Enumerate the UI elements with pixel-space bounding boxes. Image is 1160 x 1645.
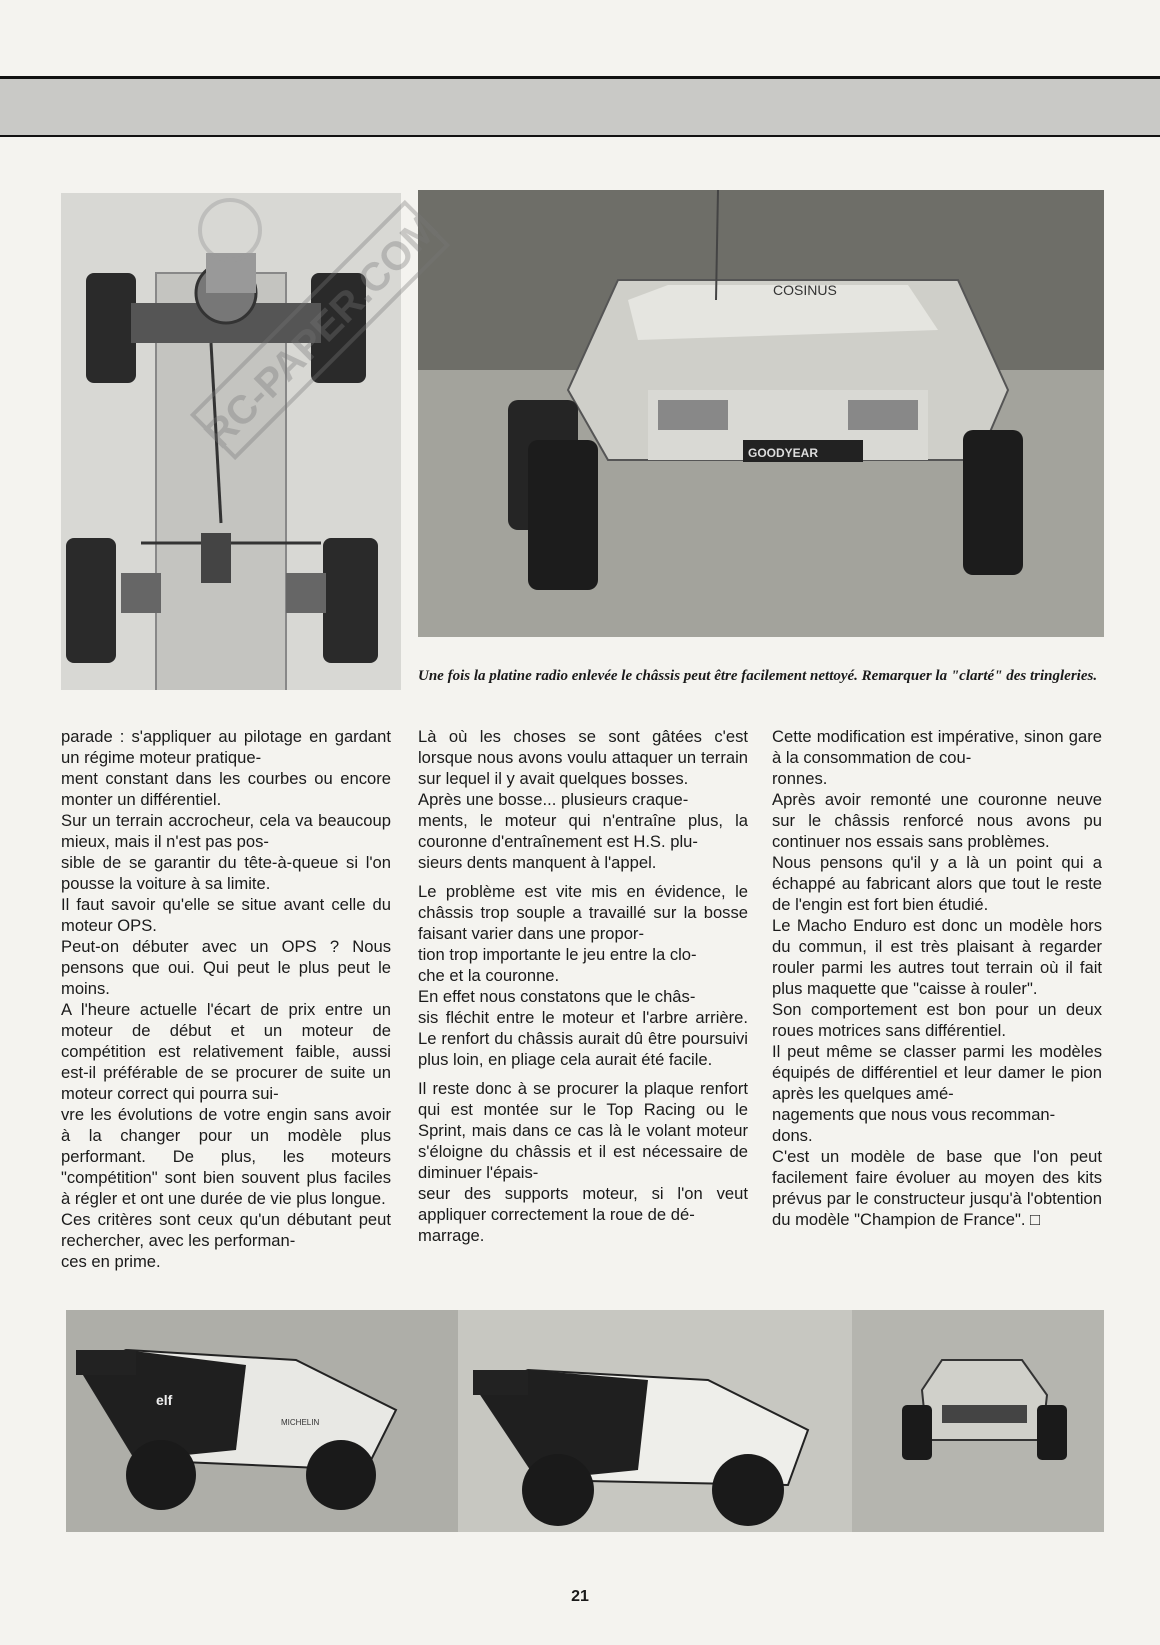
- text-column-3: [772, 726, 1102, 1238]
- text-column-1: [61, 726, 391, 1280]
- page-number: 21: [571, 1588, 589, 1605]
- windshield-brand-text: COSINUS: [773, 282, 837, 298]
- sponsor-elf-text: elf: [156, 1392, 173, 1408]
- photo-car-front-distant: [852, 1310, 1104, 1532]
- sponsor-michelin-text: MICHELIN: [281, 1418, 320, 1427]
- paragraph: Cette modification est impérative, sinon gare à la consommation de cou- ronnes. Après avoir remonté une couronne neuve sur le châssis renforcé nous avons pu continuer nos essais sans problèmes. Nous pensons qu'il y a là un point qui a échappé au fabricant alors que tout le reste de l'engin est fort bien étudié. Le Macho Enduro est donc un modèle hors du commun, il est très plaisant à regarder rouler parmi les autres tout terrain où il fait plus maquette que "caisse à rouler". Son comportement est bon pour un deux roues motrices sans différentiel. Il peut même se classer parmi les modèles équipés de différentiel et leur damer le pion après les quelques amé- nagements que nous vous recomman- dons. C'est un modèle de base que l'on peut facilement faire évoluer au moyen des kits prévus par le constructeur jusqu'à l'obtention du modèle "Champion de France". □: [772, 727, 1102, 1229]
- paragraph: Il reste donc à se procurer la plaque renfort qui est montée sur le Top Racing ou le Sprint, mais dans ce cas là le volant moteur s'éloigne du châssis et il est nécessaire de diminuer l'épais- seur des supports moteur, si l'on veut appliquer correctement la roue de dé- marrage.: [418, 1079, 748, 1245]
- photo-car-side-motion-1: [66, 1310, 458, 1532]
- paragraph: Là où les choses se sont gâtées c'est lorsque nous avons voulu attaquer un terrain sur lequel il y avait quelques bosses. Après une bosse... plusieurs craque- ments, le moteur qui n'entraîne plus, la couronne d'entraînement est H.S. plu- sieurs dents manquent à l'appel.: [418, 727, 748, 872]
- paragraph: Le problème est vite mis en évidence, le châssis trop souple a travaillé sur la bosse faisant varier dans une propor- tion trop importante le jeu entre la clo- che et la couronne. En effet nous constatons que le châs- sis fléchit entre le moteur et l'arbre arrière. Le renfort du châssis aurait dû être poursuivi plus loin, en pliage cela aurait été facile.: [418, 882, 748, 1069]
- watermark-text: RC-PAPER.COM: [196, 206, 447, 457]
- photo-car-front-view: [418, 190, 1104, 637]
- photo-caption: Une fois la platine radio enlevée le châssis peut être facilement nettoyé. Remarquer la "clarté" des tringleries.: [418, 668, 1098, 684]
- bumper-brand-text: GOODYEAR: [748, 446, 819, 460]
- paragraph: parade : s'appliquer au pilotage en gardant un régime moteur pratique- ment constant dans les courbes ou encore monter un différentiel. Sur un terrain accrocheur, cela va beaucoup mieux, mais il n'est pas pos- sible de se garantir du tête-à-queue si l'on pousse la voiture à sa limite. Il faut savoir qu'elle se situe avant celle du moteur OPS. Peut-on débuter avec un OPS ? Nous pensons que oui. Qui peut le plus peut le moins. A l'heure actuelle l'écart de prix entre un moteur de début et un moteur de compétition est relativement faible, aussi est-il préférable de se procurer de suite un moteur correct qui pourra sui- vre les évolutions de votre engin sans avoir à la changer pour un modèle plus performant. De plus, les moteurs "compétition" sont bien souvent plus faciles à régler et ont une durée de vie plus longue. Ces critères sont ceux qu'un débutant peut rechercher, avec les performan- ces en prime.: [61, 727, 391, 1271]
- header-band: [0, 76, 1160, 137]
- watermark-logo: [150, 150, 490, 510]
- text-column-2: [418, 726, 748, 1254]
- photo-car-side-motion-2: [458, 1310, 852, 1532]
